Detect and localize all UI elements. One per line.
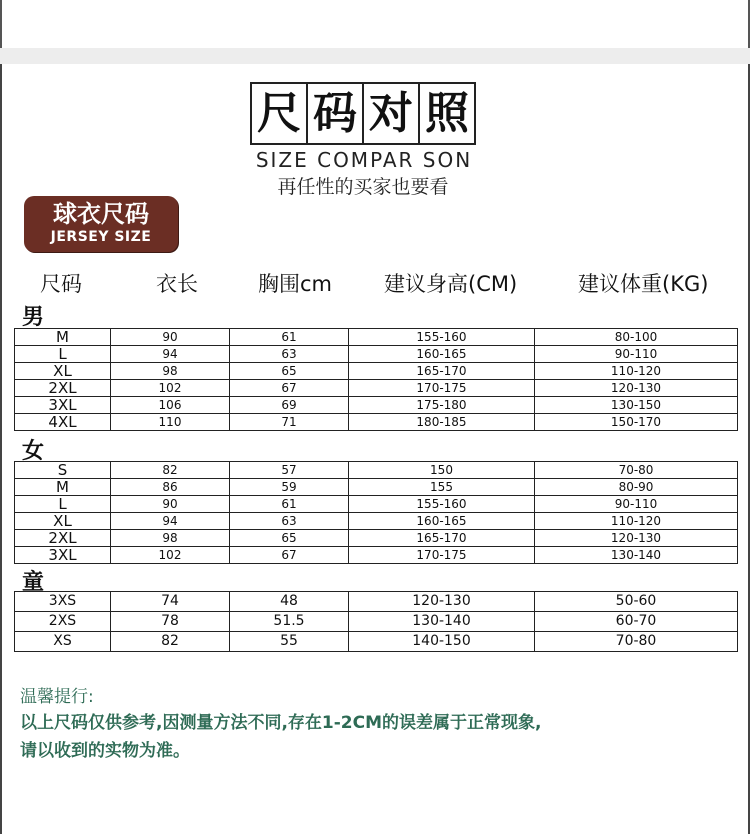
weight-cell: 80-100	[535, 329, 738, 346]
height-cell: 170-175	[349, 547, 535, 564]
badge-en-label: JERSEY SIZE	[50, 229, 152, 245]
size-cell: 2XL	[15, 380, 111, 397]
chest-cell: 69	[230, 397, 349, 414]
table-row	[15, 397, 738, 414]
chest-cell: 67	[230, 547, 349, 564]
length-cell: 86	[111, 479, 230, 496]
length-cell: 82	[111, 462, 230, 479]
badge-cn-label: 球衣尺码	[53, 200, 149, 228]
weight-cell: 80-90	[535, 479, 738, 496]
section-label-kids: 童	[22, 570, 45, 595]
table-row	[15, 530, 738, 547]
height-cell: 140-150	[349, 632, 535, 652]
length-cell: 102	[111, 380, 230, 397]
chest-cell: 67	[230, 380, 349, 397]
height-cell: 160-165	[349, 346, 535, 363]
chest-cell: 48	[230, 592, 349, 612]
chest-cell: 65	[230, 530, 349, 547]
weight-cell: 60-70	[535, 612, 738, 632]
length-cell: 98	[111, 530, 230, 547]
height-cell: 130-140	[349, 612, 535, 632]
women-size-table	[14, 461, 738, 564]
length-cell: 110	[111, 414, 230, 431]
header-height: 建议身高(CM)	[384, 272, 518, 296]
size-cell: M	[15, 329, 111, 346]
chest-cell: 61	[230, 329, 349, 346]
table-row	[15, 329, 738, 346]
kids-size-table	[14, 591, 738, 652]
table-row	[15, 632, 738, 652]
weight-cell: 120-130	[535, 380, 738, 397]
notes-line-1: 以上尺码仅供参考,因测量方法不同,存在1-2CM的误差属于正常现象,	[20, 713, 542, 733]
title-char: 尺	[250, 82, 306, 145]
weight-cell: 70-80	[535, 632, 738, 652]
size-cell: 2XL	[15, 530, 111, 547]
size-cell: 2XS	[15, 612, 111, 632]
height-cell: 175-180	[349, 397, 535, 414]
size-cell: S	[15, 462, 111, 479]
section-label-women: 女	[22, 439, 45, 464]
height-cell: 160-165	[349, 513, 535, 530]
length-cell: 98	[111, 363, 230, 380]
table-row	[15, 414, 738, 431]
weight-cell: 150-170	[535, 414, 738, 431]
title-tagline: 再任性的买家也要看	[277, 176, 449, 198]
page-title	[250, 82, 476, 145]
length-cell: 90	[111, 496, 230, 513]
table-row	[15, 380, 738, 397]
weight-cell: 50-60	[535, 592, 738, 612]
header-weight: 建议体重(KG)	[578, 272, 709, 296]
table-row	[15, 592, 738, 612]
height-cell: 165-170	[349, 363, 535, 380]
header-chest: 胸围cm	[258, 272, 333, 296]
height-cell: 180-185	[349, 414, 535, 431]
title-char: 对	[362, 82, 418, 145]
title-subtitle: SIZE COMPAR SON	[255, 148, 473, 172]
size-cell: 3XL	[15, 547, 111, 564]
size-cell: 3XS	[15, 592, 111, 612]
previous-page-edge	[0, 0, 750, 48]
height-cell: 155	[349, 479, 535, 496]
length-cell: 90	[111, 329, 230, 346]
length-cell: 94	[111, 513, 230, 530]
size-cell: L	[15, 496, 111, 513]
title-char: 照	[418, 82, 476, 145]
weight-cell: 70-80	[535, 462, 738, 479]
jersey-size-badge	[24, 196, 178, 252]
table-row	[15, 363, 738, 380]
chest-cell: 63	[230, 513, 349, 530]
men-size-table	[14, 328, 738, 431]
table-row	[15, 496, 738, 513]
size-cell: 4XL	[15, 414, 111, 431]
height-cell: 155-160	[349, 496, 535, 513]
height-cell: 170-175	[349, 380, 535, 397]
length-cell: 102	[111, 547, 230, 564]
size-cell: XL	[15, 513, 111, 530]
table-row	[15, 513, 738, 530]
size-cell: L	[15, 346, 111, 363]
section-label-men: 男	[22, 305, 45, 330]
weight-cell: 110-120	[535, 363, 738, 380]
length-cell: 74	[111, 592, 230, 612]
table-row	[15, 479, 738, 496]
notes-heading: 温馨提行:	[20, 687, 94, 707]
table-row	[15, 547, 738, 564]
weight-cell: 110-120	[535, 513, 738, 530]
size-cell: 3XL	[15, 397, 111, 414]
chest-cell: 51.5	[230, 612, 349, 632]
size-cell: XS	[15, 632, 111, 652]
weight-cell: 130-150	[535, 397, 738, 414]
table-row	[15, 612, 738, 632]
chest-cell: 55	[230, 632, 349, 652]
chest-cell: 65	[230, 363, 349, 380]
weight-cell: 120-130	[535, 530, 738, 547]
notes-line-2: 请以收到的实物为准。	[20, 741, 190, 761]
weight-cell: 130-140	[535, 547, 738, 564]
weight-cell: 90-110	[535, 346, 738, 363]
height-cell: 150	[349, 462, 535, 479]
height-cell: 120-130	[349, 592, 535, 612]
chest-cell: 59	[230, 479, 349, 496]
size-cell: XL	[15, 363, 111, 380]
page-gap	[0, 48, 750, 64]
table-row	[15, 462, 738, 479]
weight-cell: 90-110	[535, 496, 738, 513]
header-length: 衣长	[156, 272, 198, 296]
chest-cell: 61	[230, 496, 349, 513]
chest-cell: 71	[230, 414, 349, 431]
size-cell: M	[15, 479, 111, 496]
title-char: 码	[306, 82, 362, 145]
length-cell: 82	[111, 632, 230, 652]
length-cell: 106	[111, 397, 230, 414]
height-cell: 165-170	[349, 530, 535, 547]
length-cell: 94	[111, 346, 230, 363]
header-size: 尺码	[40, 272, 82, 296]
height-cell: 155-160	[349, 329, 535, 346]
chest-cell: 63	[230, 346, 349, 363]
table-row	[15, 346, 738, 363]
chest-cell: 57	[230, 462, 349, 479]
length-cell: 78	[111, 612, 230, 632]
